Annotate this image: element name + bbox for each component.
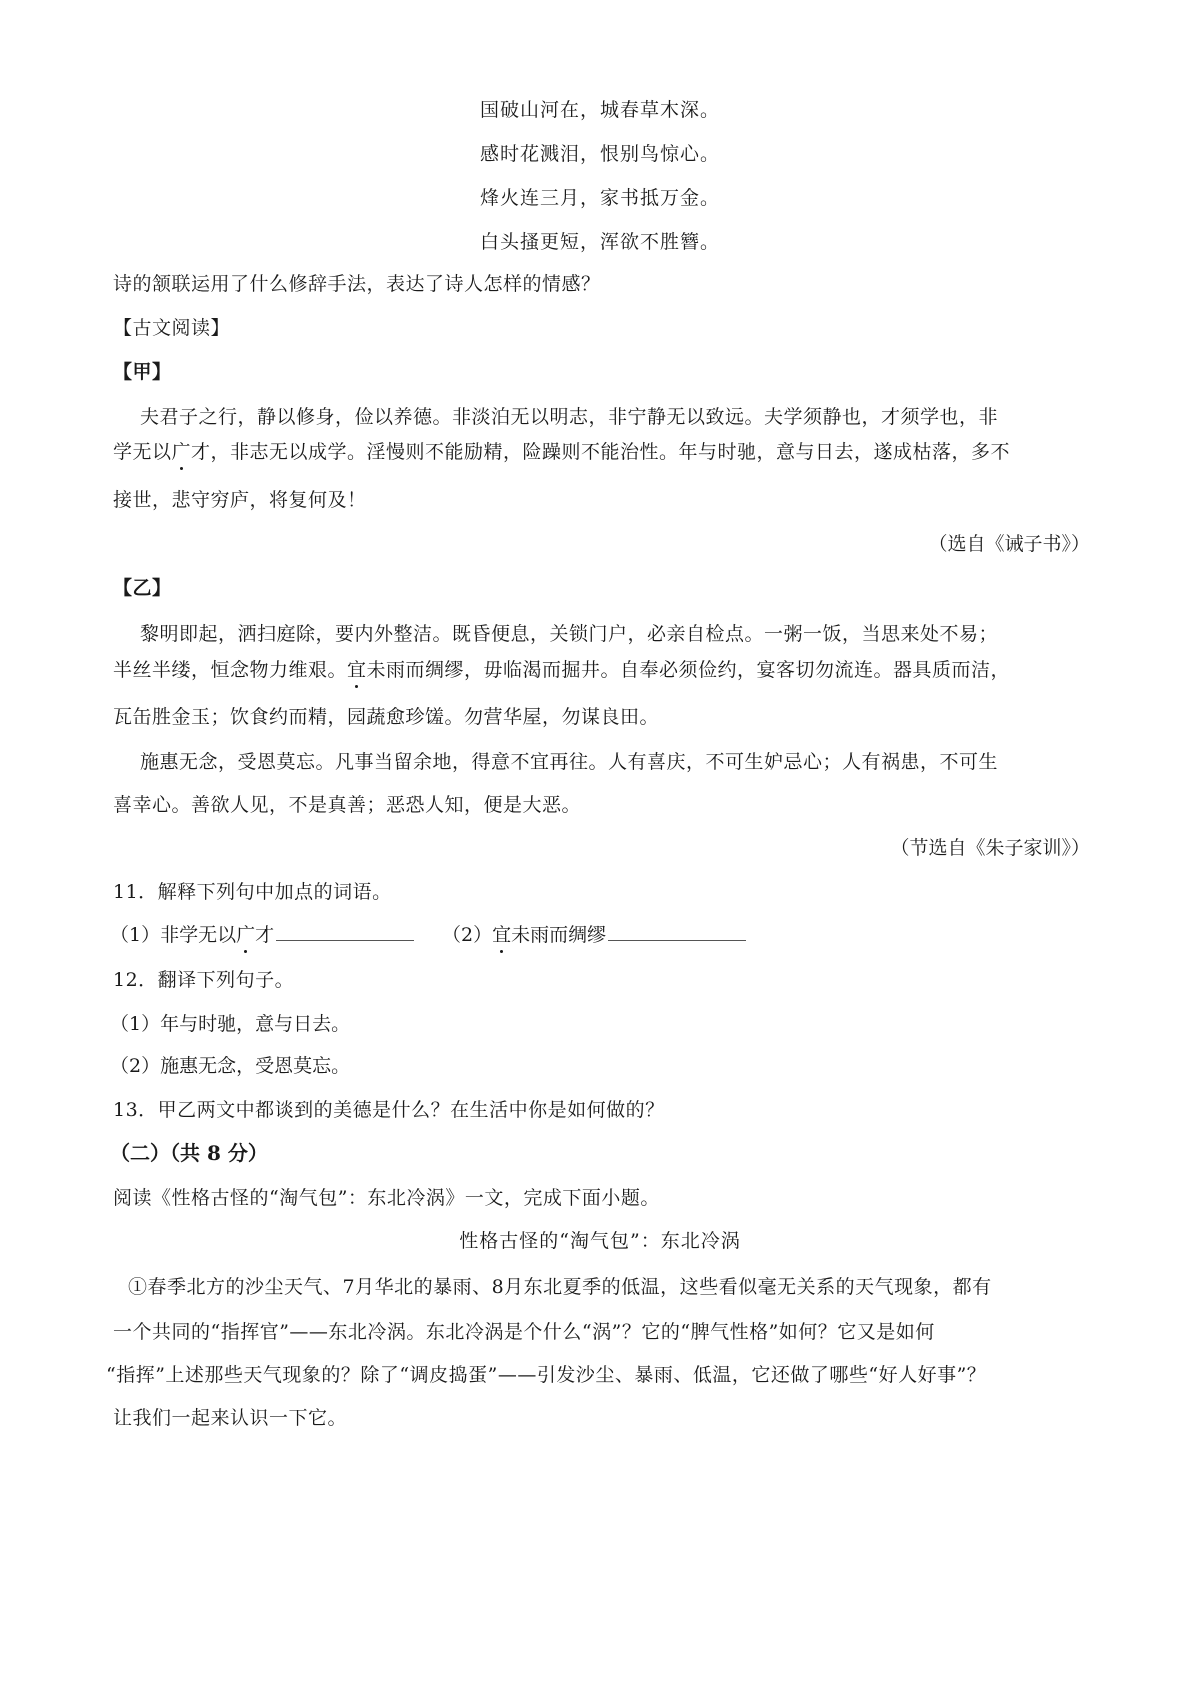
poem-line-1: 国破山河在，城春草木深。 <box>479 99 720 121</box>
q11-2-dotted-char: 宜 <box>492 924 512 946</box>
part2-instruction: 阅读《性格古怪的“淘气包”：东北冷涡》一文，完成下面小题。 <box>113 1187 660 1209</box>
part2-heading: （二）（共 8 分） <box>110 1141 268 1165</box>
q11-2-suffix: 未雨而绸缪 <box>511 924 607 946</box>
yi-p2-line-2: 喜幸心。善欲人见，不是真善；恶恐人知，便是大恶。 <box>113 794 582 816</box>
yi-p2-line-1: 施惠无念，受恩莫忘。凡事当留余地，得意不宜再往。人有喜庆，不可生妒忌心；人有祸患，不可生 <box>140 751 999 773</box>
question-11-1 <box>110 922 414 947</box>
answer-blank-11-1[interactable] <box>276 922 414 941</box>
yi-source: （节选自《朱子家训》） <box>890 837 1090 859</box>
article-p1-line-1: ①春季北方的沙尘天气、7月华北的暴雨、8月东北夏季的低温，这些看似毫无关系的天气现象，都有 <box>128 1276 992 1298</box>
article-title: 性格古怪的“淘气包”：东北冷涡 <box>459 1230 741 1252</box>
yi-p1-line-3: 瓦缶胜金玉；饮食约而精，园蔬愈珍馐。勿营华屋，勿谋良田。 <box>113 706 660 728</box>
question-12: 12．翻译下列句子。 <box>113 969 295 991</box>
yi-p1-line-2: 半丝半缕，恒念物力维艰。宜未雨而绸缪，毋临渴而掘井。自奉必须俭约，宴客切勿流连。器具质而洁， <box>113 659 1011 681</box>
question-12-1: （1）年与时驰，意与日去。 <box>110 1013 351 1035</box>
classical-heading: 【古文阅读】 <box>113 317 231 339</box>
article-p1-line-2: 一个共同的“指挥官”——东北冷涡。东北冷涡是个什么“涡”？它的“脾气性格”如何？它又是如何 <box>113 1321 935 1343</box>
jia-line-3: 接世，悲守穷庐，将复何及！ <box>113 489 367 511</box>
question-13: 13．甲乙两文中都谈到的美德是什么？在生活中你是如何做的？ <box>113 1099 665 1121</box>
poem-question: 诗的颔联运用了什么修辞手法，表达了诗人怎样的情感？ <box>113 273 601 295</box>
yi-label: 【乙】 <box>113 577 172 599</box>
question-11-2 <box>442 922 746 947</box>
article-p1-line-4: 让我们一起来认识一下它。 <box>113 1407 348 1429</box>
article-p1-line-3: “指挥”上述那些天气现象的？除了“调皮捣蛋”——引发沙尘、暴雨、低温，它还做了哪些“好人好事”？ <box>106 1364 987 1386</box>
q11-1-suffix: 才 <box>255 924 275 946</box>
question-12-2: （2）施惠无念，受恩莫忘。 <box>110 1055 351 1077</box>
poem-line-3: 烽火连三月，家书抵万金。 <box>479 187 720 209</box>
dotted-char-yi: 宜 <box>347 659 367 681</box>
q11-1-dotted-char: 广 <box>236 924 256 946</box>
jia-line-1: 夫君子之行，静以修身，俭以养德。非淡泊无以明志，非宁静无以致远。夫学须静也，才须学也，非 <box>140 406 999 428</box>
yi-p1-line-1: 黎明即起，洒扫庭除，要内外整洁。既昏便息，关锁门户，必亲自检点。一粥一饭，当思来处不易； <box>140 623 999 645</box>
question-11: 11．解释下列句中加点的词语。 <box>113 881 392 903</box>
q11-2-prefix: （2） <box>442 924 493 946</box>
answer-blank-11-2[interactable] <box>608 922 746 941</box>
jia-line-2: 学无以广才，非志无以成学。淫慢则不能励精，险躁则不能治性。年与时驰，意与日去，遂成枯落，多不 <box>113 441 1011 463</box>
dotted-char-guang: 广 <box>171 441 192 463</box>
poem-line-2: 感时花溅泪，恨别鸟惊心。 <box>479 143 720 165</box>
q11-1-prefix: （1）非学无以 <box>110 924 237 946</box>
poem-line-4: 白头搔更短，浑欲不胜簪。 <box>479 231 720 253</box>
jia-source: （选自《诫子书》） <box>928 533 1090 555</box>
jia-label: 【甲】 <box>113 361 172 383</box>
